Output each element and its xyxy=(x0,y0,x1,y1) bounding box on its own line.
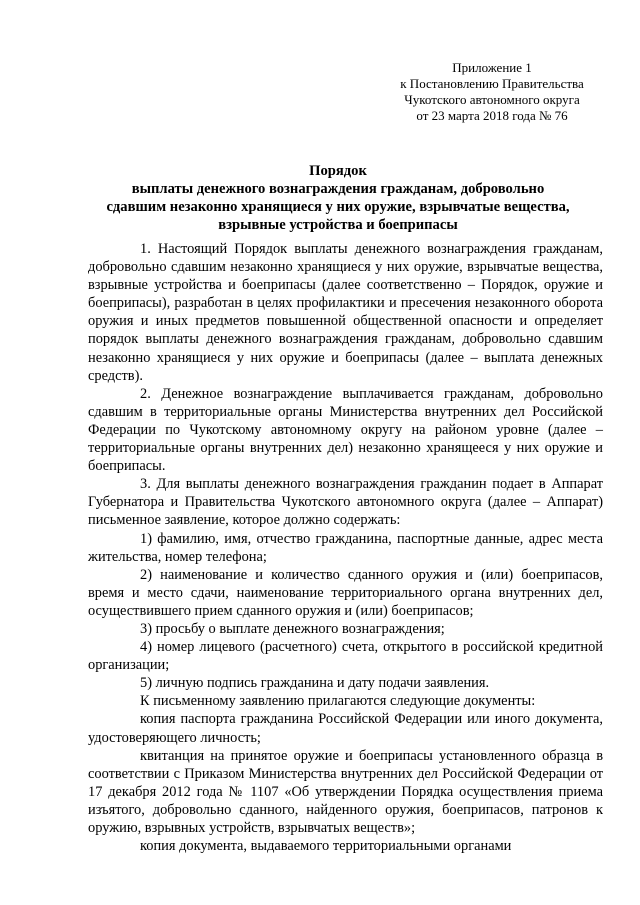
paragraph-3: 3. Для выплаты денежного вознаграждения гражданин подает в Аппарат Губернатора и Правительства Чукотского автономного округа (далее – Аппарат) письменное заявление, которое должно содержать: xyxy=(88,476,603,529)
list-item-2: 2) наименование и количество сданного оружия и (или) боеприпасов, время и место сдачи, наименование территориального органа внутренних дел, осуществившего прием сданного оружия и (или) боеприпасов; xyxy=(88,566,603,619)
list-item-4: 4) номер лицевого (расчетного) счета, открытого в российской кредитной организации; xyxy=(88,639,603,674)
list-item-5: 5) личную подпись гражданина и дату подачи заявления. xyxy=(140,675,490,692)
title-line: Порядок xyxy=(309,163,367,179)
appendix-line: Приложение 1 xyxy=(452,60,532,75)
document-title xyxy=(88,162,588,234)
title-line: сдавшим незаконно хранящиеся у них оружие, взрывчатые вещества, xyxy=(106,199,570,215)
attachments-intro: К письменному заявлению прилагаются следующие документы: xyxy=(140,693,536,710)
appendix-line: к Постановлению Правительства xyxy=(400,76,584,91)
list-item-1: 1) фамилию, имя, отчество гражданина, паспортные данные, адрес места жительства, номер телефона; xyxy=(88,530,603,565)
appendix-header xyxy=(392,60,592,124)
appendix-line: от 23 марта 2018 года № 76 xyxy=(416,108,568,123)
attachment-receipt: квитанция на принятое оружие и боеприпасы установленного образца в соответствии с Приказом Министерства внутренних дел Российской Федерации от 17 декабря 2012 года № 1107 «Об утверждении Порядка осуществления приема изъятого, добровольно сданного, найденного оружия, боеприпасов, патронов к оружию, взрывных устройств, взрывчатых веществ»; xyxy=(88,747,603,836)
document-body xyxy=(88,240,603,855)
list-item-3: 3) просьбу о выплате денежного вознаграждения; xyxy=(140,620,445,637)
paragraph-2: 2. Денежное вознаграждение выплачивается гражданам, добровольно сдавшим в территориальные органы Министерства внутренних дел Российской Федерации по Чукотскому автономному округу на районом уровне (далее – территориальные органы внутренних дел) незаконно хранящееся у них оружие и боеприпасы. xyxy=(88,385,603,475)
attachment-passport: копия паспорта гражданина Российской Федерации или иного документа, удостоверяющего личность; xyxy=(88,711,603,746)
appendix-line: Чукотского автономного округа xyxy=(404,92,580,107)
paragraph-1: 1. Настоящий Порядок выплаты денежного вознаграждения гражданам, добровольно сдавшим незаконно хранящиеся у них оружие, взрывчатые вещества, взрывные устройства и боеприпасы (далее соответственно – Порядок, оружие и боеприпасы), разработан в целях профилактики и пресечения незаконного оборота оружия и иных предметов повышенной общественной опасности и определяет порядок выплаты денежного вознаграждения гражданам, добровольно сдавшим незаконно хранящиеся у них оружие и боеприпасы (далее – выплата денежных средств). xyxy=(88,241,603,384)
title-line: выплаты денежного вознаграждения гражданам, добровольно xyxy=(131,181,545,197)
attachment-document-copy: копия документа, выдаваемого территориальными органами xyxy=(140,838,512,855)
title-line: взрывные устройства и боеприпасы xyxy=(218,217,458,233)
